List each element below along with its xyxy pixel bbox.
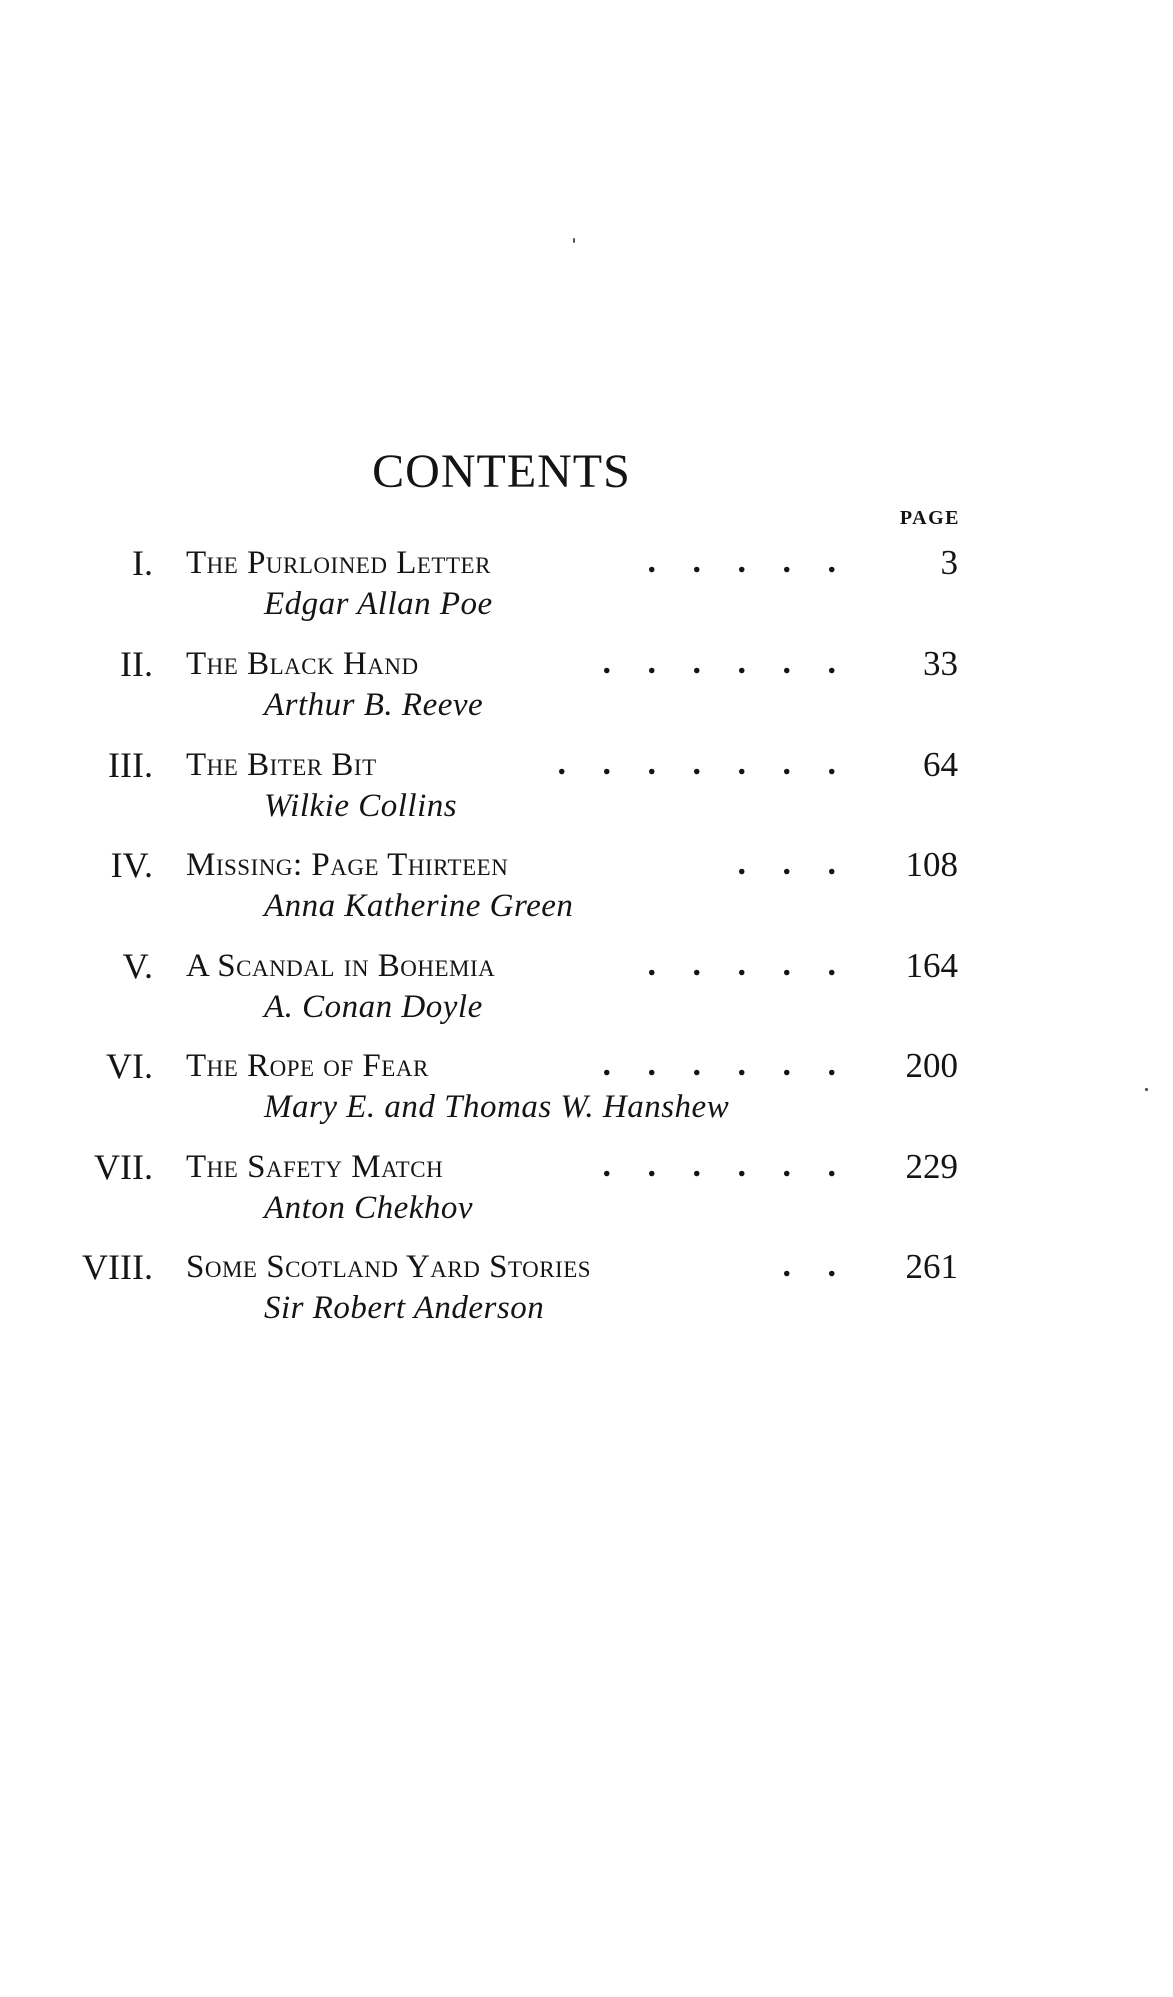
chapter-numeral: VIII.: [82, 1247, 153, 1287]
contents-entry[interactable]: [0, 540, 1173, 640]
dot-leader: . . . . . .: [602, 1046, 850, 1083]
page-number: 261: [905, 1247, 958, 1286]
author-name: A. Conan Doyle: [264, 989, 483, 1025]
dot-leader: . .: [782, 1247, 850, 1284]
page-column-heading: PAGE: [899, 507, 960, 529]
author-name: Wilkie Collins: [264, 788, 458, 824]
dot-leader: . . . . . . .: [557, 745, 850, 782]
dot-leader: . . . . .: [647, 946, 850, 983]
story-title: Some Scotland Yard Stories: [186, 1249, 592, 1285]
story-title: The Safety Match: [186, 1149, 444, 1185]
chapter-numeral: I.: [132, 543, 153, 583]
page-number: 33: [923, 644, 958, 683]
contents-entry[interactable]: [0, 1144, 1173, 1244]
story-title: The Purloined Letter: [186, 545, 491, 581]
story-title: The Black Hand: [186, 646, 419, 682]
contents-entry[interactable]: [0, 742, 1173, 842]
chapter-numeral: VI.: [106, 1046, 153, 1086]
chapter-numeral: IV.: [110, 845, 153, 885]
contents-entry[interactable]: [0, 1043, 1173, 1143]
page-number: 108: [905, 845, 958, 884]
chapter-numeral: II.: [120, 644, 153, 684]
dot-leader: . . . . . .: [602, 1147, 850, 1184]
dot-leader: . . . . . .: [602, 644, 850, 681]
author-name: Anna Katherine Green: [264, 888, 574, 924]
author-name: Anton Chekhov: [264, 1190, 474, 1226]
chapter-numeral: III.: [108, 745, 153, 785]
chapter-numeral: VII.: [94, 1147, 153, 1187]
dot-leader: . . .: [737, 845, 850, 882]
contents-entry[interactable]: [0, 641, 1173, 741]
chapter-numeral: V.: [122, 946, 153, 986]
page-number: 164: [905, 946, 958, 985]
page-number: 200: [905, 1046, 958, 1085]
story-title: A Scandal in Bohemia: [186, 948, 496, 984]
author-name: Arthur B. Reeve: [264, 687, 484, 723]
contents-entry[interactable]: [0, 943, 1173, 1043]
contents-entry[interactable]: [0, 842, 1173, 942]
author-name: Mary E. and Thomas W. Hanshew: [264, 1089, 730, 1125]
page-number: 229: [905, 1147, 958, 1186]
story-title: Missing: Page Thirteen: [186, 847, 509, 883]
author-name: Sir Robert Anderson: [264, 1290, 545, 1326]
story-title: The Biter Bit: [186, 747, 377, 783]
contents-title: CONTENTS: [372, 445, 631, 498]
author-name: Edgar Allan Poe: [264, 586, 493, 622]
page-number: 3: [940, 543, 958, 582]
speck-top: [573, 238, 575, 243]
dot-leader: . . . . .: [647, 543, 850, 580]
story-title: The Rope of Fear: [186, 1048, 429, 1084]
contents-entry[interactable]: [0, 1244, 1173, 1344]
page-number: 64: [923, 745, 958, 784]
